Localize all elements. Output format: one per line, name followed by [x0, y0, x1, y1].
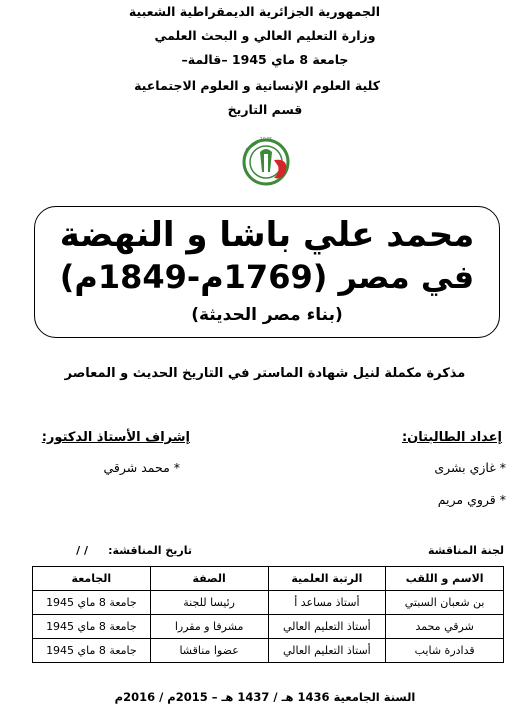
thesis-subtitle: (بناء مصر الحديثة)	[191, 305, 343, 325]
memo-description: مذكرة مكملة لنيل شهادة الماستر في التاريخ الحديث و المعاصر	[64, 366, 466, 381]
supervisor-name: * محمد شرقي	[103, 460, 180, 475]
column-header: الصفة	[150, 567, 268, 591]
svg-text:1945: 1945	[259, 137, 273, 143]
column-header: الاسم و اللقب	[386, 567, 504, 591]
student-name: * غازي بشرى	[434, 460, 506, 475]
supervisor-label: إشراف الأستاذ الدكتور:	[41, 430, 190, 445]
thesis-title-line2: في مصر (1769م-1849م)	[59, 258, 475, 296]
committee-label: لجنة المناقشة	[427, 544, 504, 557]
academic-year: السنة الجامعية 1436 هـ / 1437 هـ – 2015م / 2016م	[114, 690, 416, 704]
committee-table	[32, 566, 504, 663]
defense-date-value: / /	[76, 544, 88, 557]
thesis-title-line1: محمد علي باشا و النهضة	[59, 215, 475, 255]
table-row	[33, 639, 504, 663]
column-header: الرتبة العلمية	[268, 567, 386, 591]
student-name: * قروي مريم	[437, 492, 506, 507]
table-cell: شرقي محمد	[386, 615, 504, 639]
table-cell: رئيسا للجنة	[150, 591, 268, 615]
title-frame	[34, 206, 500, 338]
table-row	[33, 615, 504, 639]
table-cell: جامعة 8 ماي 1945	[33, 639, 151, 663]
table-cell: عضوا مناقشا	[150, 639, 268, 663]
table-cell: قدادرة شايب	[386, 639, 504, 663]
header-university: جامعة 8 ماي 1945 –قالمة–	[181, 52, 349, 67]
header-department: قسم التاريخ	[227, 102, 303, 117]
table-cell: جامعة 8 ماي 1945	[33, 615, 151, 639]
table-cell: أستاذ مساعد أ	[268, 591, 386, 615]
defense-date-label: تاريخ المناقشة:	[108, 544, 192, 557]
table-row	[33, 591, 504, 615]
header-ministry: وزارة التعليم العالي و البحث العلمي	[154, 28, 376, 43]
table-cell: بن شعبان السبتي	[386, 591, 504, 615]
header-republic: الجمهورية الجزائرية الديمقراطية الشعبية	[128, 4, 380, 19]
table-header-row	[33, 567, 504, 591]
students-label: إعداد الطالبتان:	[401, 430, 502, 445]
table-cell: جامعة 8 ماي 1945	[33, 591, 151, 615]
table-cell: أستاذ التعليم العالي	[268, 615, 386, 639]
university-logo	[240, 132, 296, 190]
table-cell: مشرفا و مقررا	[150, 615, 268, 639]
table-cell: أستاذ التعليم العالي	[268, 639, 386, 663]
header-faculty: كلية العلوم الإنسانية و العلوم الاجتماعية	[134, 78, 380, 93]
column-header: الجامعة	[33, 567, 151, 591]
